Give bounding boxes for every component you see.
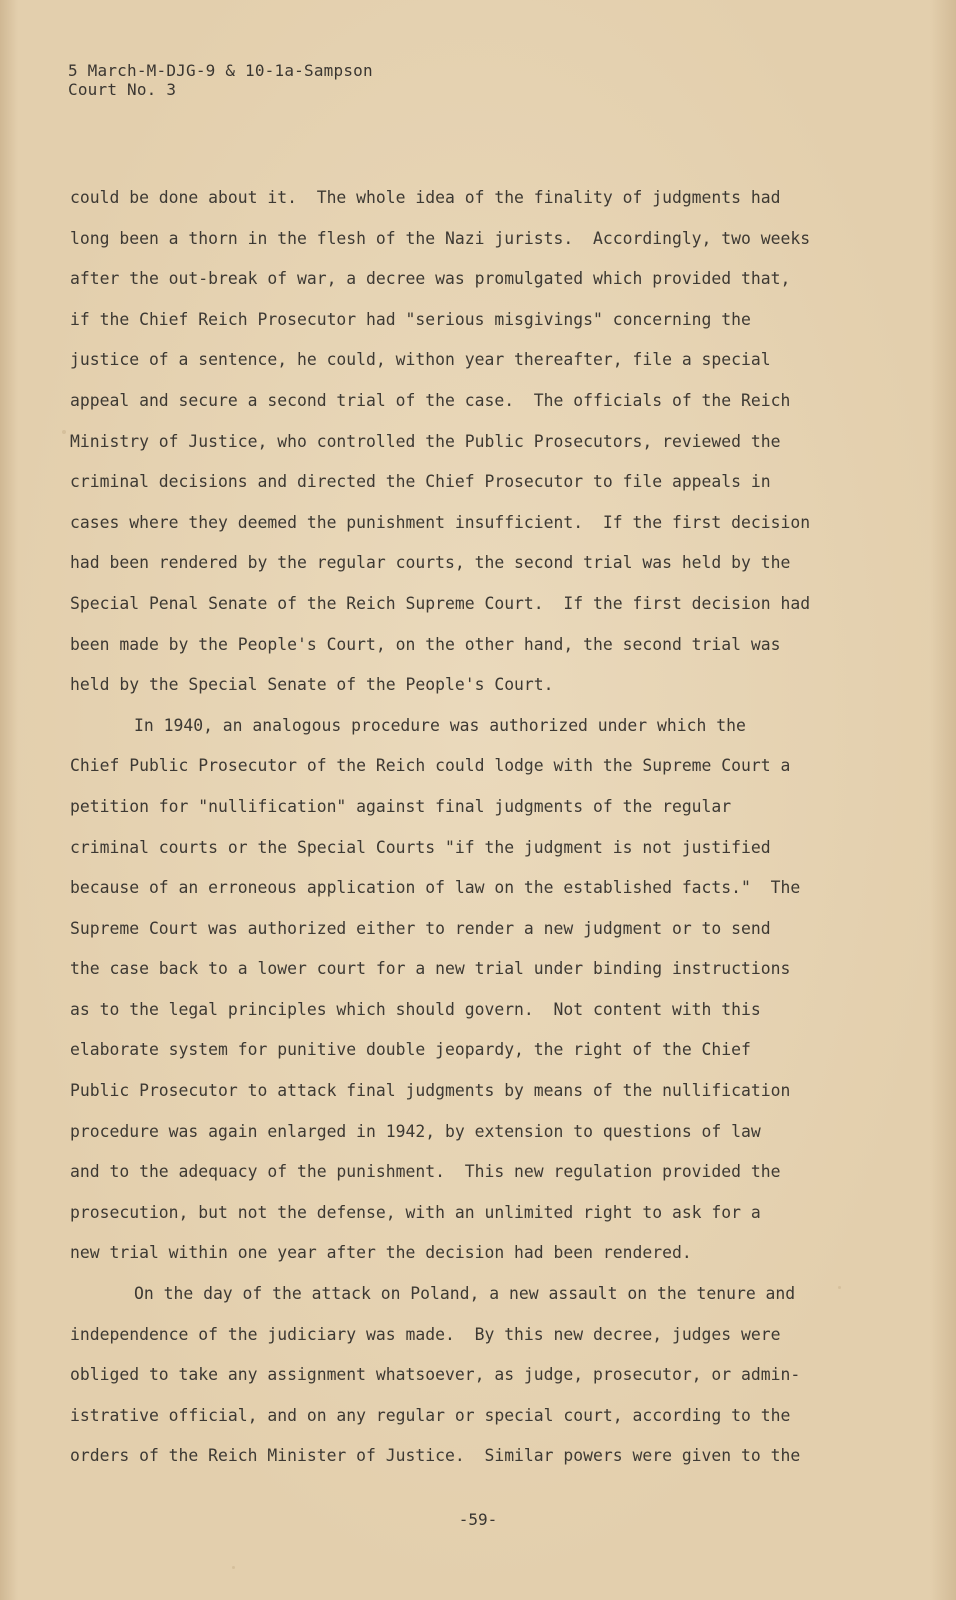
body-text bbox=[70, 178, 850, 1477]
text-line: petition for "nullification" against final judgments of the regular bbox=[70, 796, 732, 816]
text-line: obliged to take any assignment whatsoever, as judge, prosecutor, or admin- bbox=[70, 1365, 801, 1385]
header-court: Court No. 3 bbox=[68, 80, 177, 99]
text-line: Ministry of Justice, who controlled the Public Prosecutors, reviewed the bbox=[70, 431, 781, 451]
text-line: because of an erroneous application of law on the established facts." The bbox=[70, 878, 801, 898]
text-line: had been rendered by the regular courts, the second trial was held by the bbox=[70, 553, 791, 573]
text-line: independence of the judiciary was made. By this new decree, judges were bbox=[70, 1324, 781, 1344]
text-line: as to the legal principles which should govern. Not content with this bbox=[70, 999, 761, 1019]
text-line: held by the Special Senate of the People's Court. bbox=[70, 675, 554, 695]
text-line: if the Chief Reich Prosecutor had "serious misgivings" concerning the bbox=[70, 309, 751, 329]
paper-stain bbox=[232, 1566, 235, 1569]
header-reference: 5 March-M-DJG-9 & 10-1a-Sampson bbox=[68, 61, 373, 80]
text-line: justice of a sentence, he could, withon year thereafter, file a special bbox=[70, 350, 771, 370]
text-line: been made by the People's Court, on the other hand, the second trial was bbox=[70, 634, 781, 654]
text-line: and to the adequacy of the punishment. This new regulation provided the bbox=[70, 1162, 781, 1182]
text-line: istrative official, and on any regular or special court, according to the bbox=[70, 1405, 791, 1425]
page-number: -59- bbox=[458, 1510, 498, 1529]
text-line: could be done about it. The whole idea of the finality of judgments had bbox=[70, 188, 781, 207]
text-line: criminal courts or the Special Courts "if the judgment is not justified bbox=[70, 837, 771, 857]
document-header bbox=[68, 61, 373, 99]
text-line: after the out-break of war, a decree was promulgated which provided that, bbox=[70, 269, 791, 289]
text-line: In 1940, an analogous procedure was authorized under which the bbox=[134, 715, 746, 735]
text-line: On the day of the attack on Poland, a new assault on the tenure and bbox=[134, 1284, 796, 1304]
text-line: cases where they deemed the punishment insufficient. If the first decision bbox=[70, 512, 811, 532]
text-line: procedure was again enlarged in 1942, by extension to questions of law bbox=[70, 1121, 761, 1141]
text-line: Special Penal Senate of the Reich Supreme Court. If the first decision had bbox=[70, 593, 811, 613]
text-line: criminal decisions and directed the Chief Prosecutor to file appeals in bbox=[70, 472, 771, 492]
text-line: Supreme Court was authorized either to render a new judgment or to send bbox=[70, 918, 771, 938]
text-line: orders of the Reich Minister of Justice. Similar powers were given to the bbox=[70, 1446, 801, 1466]
text-line: elaborate system for punitive double jeopardy, the right of the Chief bbox=[70, 1040, 751, 1060]
text-line: Chief Public Prosecutor of the Reich could lodge with the Supreme Court a bbox=[70, 756, 791, 776]
text-line: long been a thorn in the flesh of the Nazi jurists. Accordingly, two weeks bbox=[70, 228, 811, 248]
text-line: new trial within one year after the decision had been rendered. bbox=[70, 1243, 692, 1263]
text-line: prosecution, but not the defense, with an unlimited right to ask for a bbox=[70, 1202, 761, 1222]
text-line: appeal and secure a second trial of the case. The officials of the Reich bbox=[70, 390, 791, 410]
text-line: Public Prosecutor to attack final judgments by means of the nullification bbox=[70, 1081, 791, 1101]
paper-stain bbox=[62, 430, 66, 434]
text-line: the case back to a lower court for a new trial under binding instructions bbox=[70, 959, 791, 979]
